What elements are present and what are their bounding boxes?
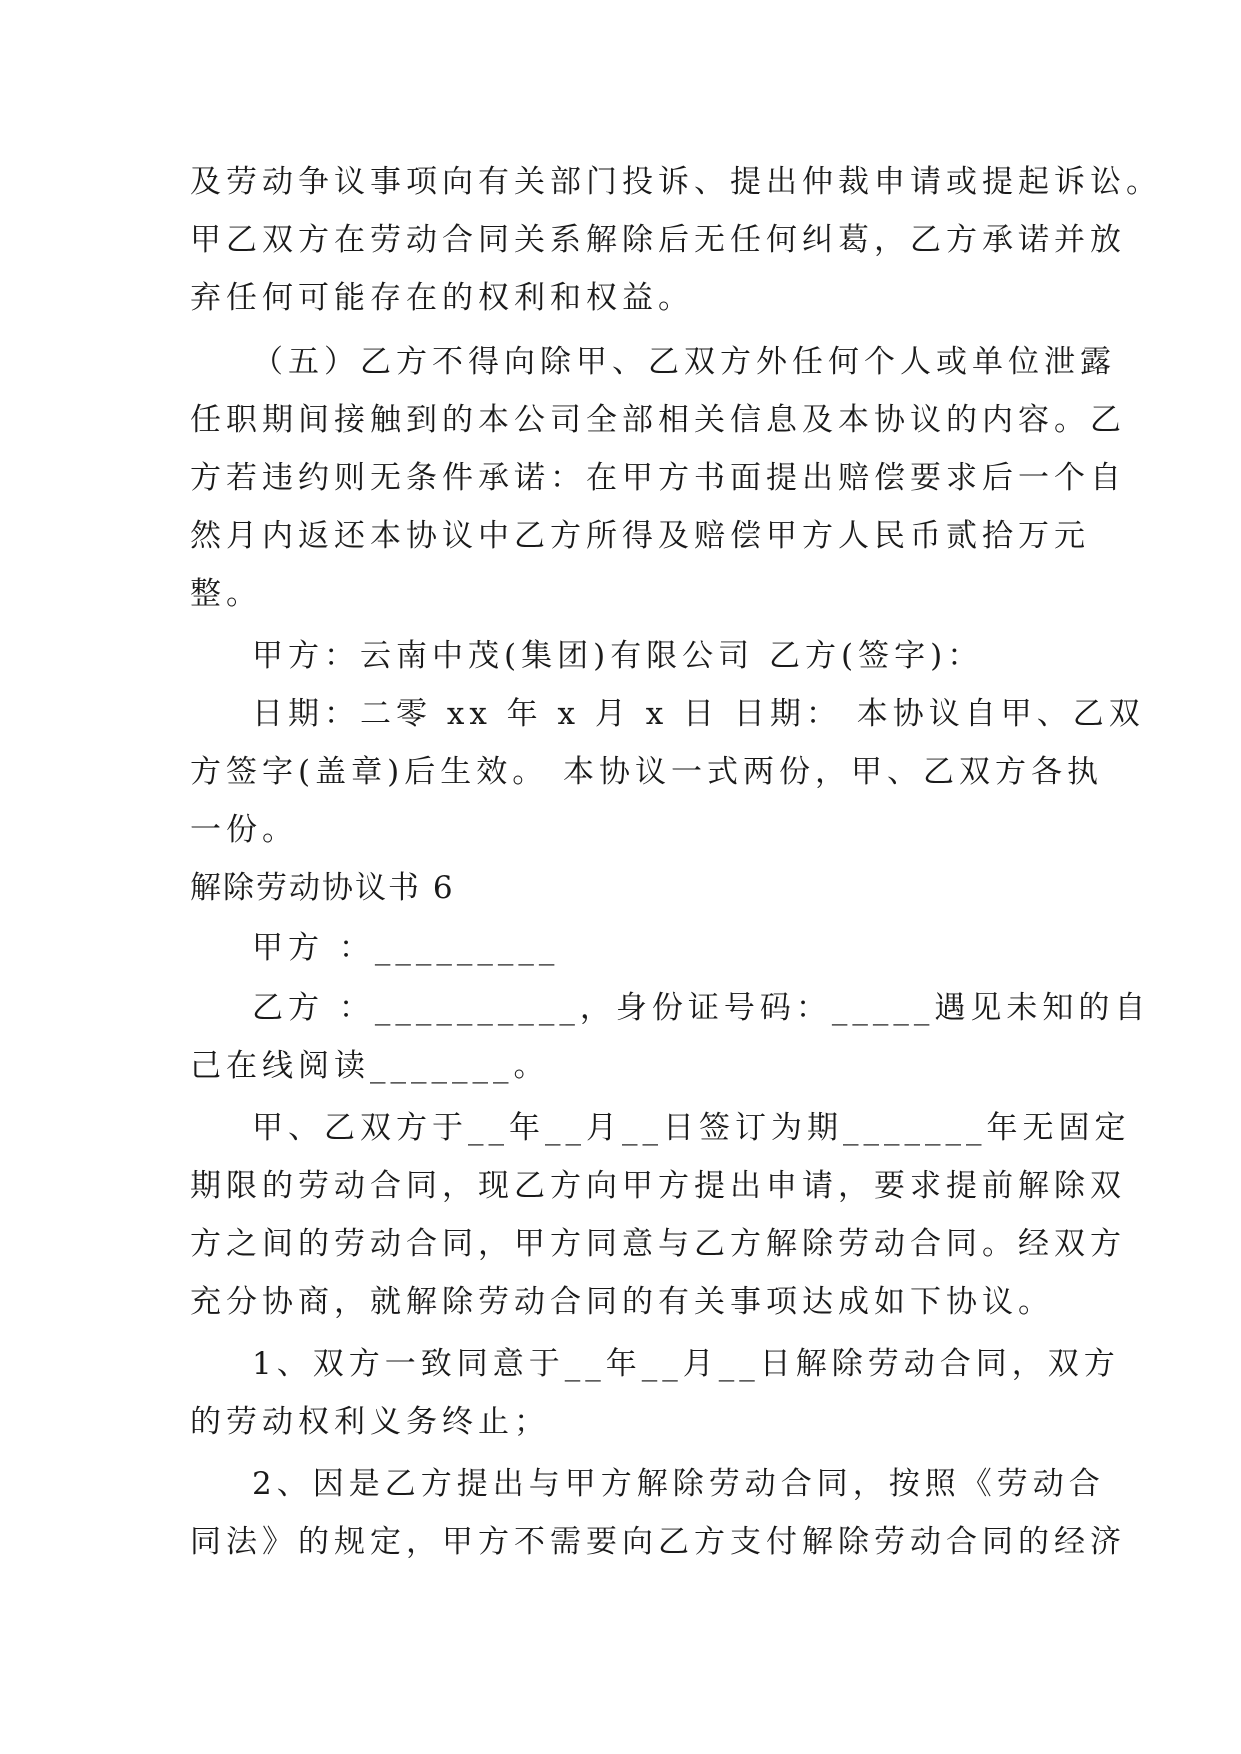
text-line: 同法》的规定，甲方不需要向乙方支付解除劳动合同的经济 (190, 1524, 1126, 1560)
signature-line: 甲方：云南中茂(集团)有限公司 乙方(签字)： (252, 638, 984, 674)
text-line: 整。 (190, 576, 262, 612)
clause-1-line: 1、双方一致同意于__年__月__日解除劳动合同，双方 (252, 1346, 1120, 1382)
text-line: 的劳动权利义务终止； (190, 1404, 550, 1440)
text-line: 任职期间接触到的本公司全部相关信息及本协议的内容。乙 (190, 402, 1126, 438)
section-title: 解除劳动协议书 6 (190, 870, 455, 906)
text-line: 充分协商，就解除劳动合同的有关事项达成如下协议。 (190, 1284, 1054, 1320)
date-line: 日期：二零 xx 年 x 月 x 日 日期： 本协议自甲、乙双 (252, 696, 1145, 732)
text-line: 期限的劳动合同，现乙方向甲方提出申请，要求提前解除双 (190, 1168, 1126, 1204)
text-line: 一份。 (190, 812, 298, 848)
party-b-line: 乙方 ：__________，身份证号码：_____遇见未知的自 (252, 990, 1151, 1026)
text-line: 方之间的劳动合同，甲方同意与乙方解除劳动合同。经双方 (190, 1226, 1126, 1262)
party-a-line: 甲方 ：_________ (252, 930, 560, 966)
text-line: 弃任何可能存在的权利和权益。 (190, 280, 694, 316)
text-line: 己在线阅读_______。 (190, 1048, 550, 1084)
text-line: 及劳动争议事项向有关部门投诉、提出仲裁申请或提起诉讼。 (190, 164, 1162, 200)
text-line: （五）乙方不得向除甲、乙双方外任何个人或单位泄露 (252, 344, 1116, 380)
text-line: 方若违约则无条件承诺：在甲方书面提出赔偿要求后一个自 (190, 460, 1126, 496)
text-line: 方签字(盖章)后生效。 本协议一式两份，甲、乙双方各执 (190, 754, 1104, 790)
text-line: 甲、乙双方于__年__月__日签订为期_______年无固定 (252, 1110, 1131, 1146)
clause-2-line: 2、因是乙方提出与甲方解除劳动合同，按照《劳动合 (252, 1466, 1105, 1502)
text-line: 然月内返还本协议中乙方所得及赔偿甲方人民币贰拾万元 (190, 518, 1090, 554)
text-line: 甲乙双方在劳动合同关系解除后无任何纠葛，乙方承诺并放 (190, 222, 1126, 258)
